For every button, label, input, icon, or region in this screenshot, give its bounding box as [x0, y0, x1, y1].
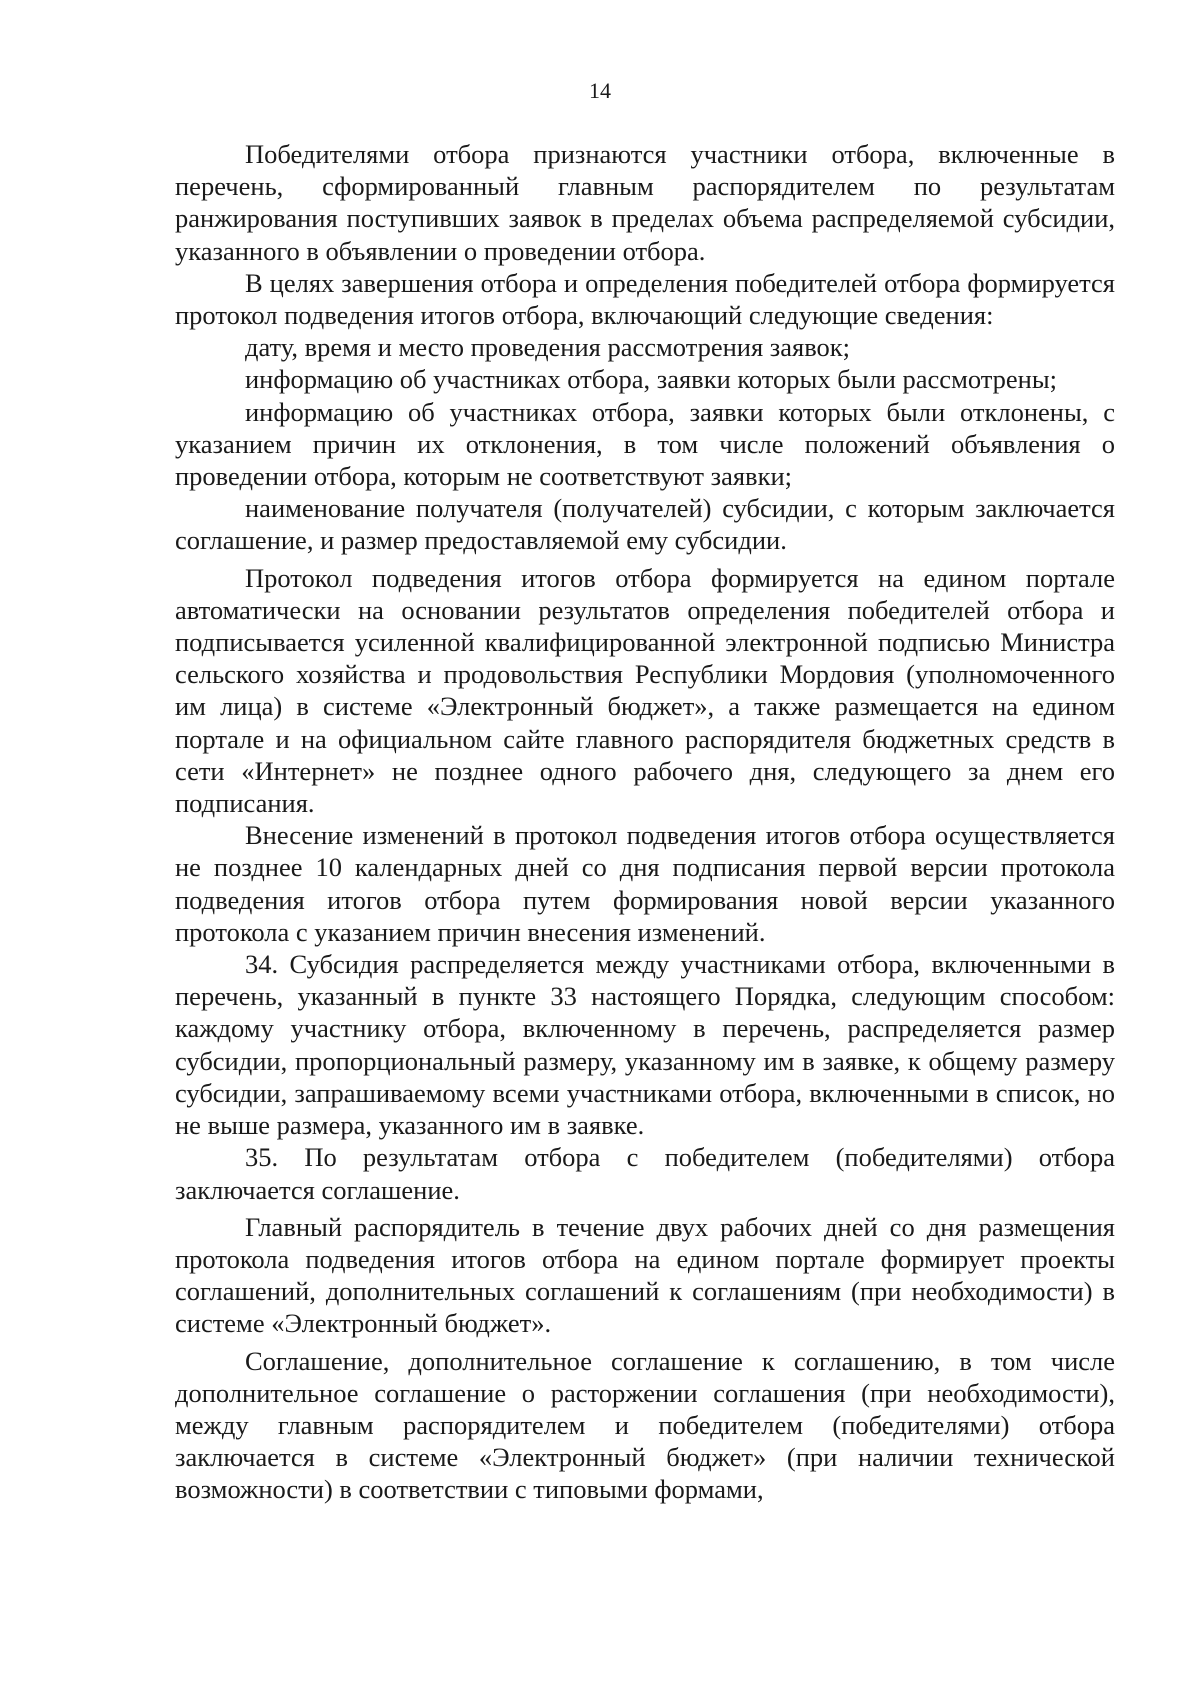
- paragraph-protocol-intro: В целях завершения отбора и определения победителей отбора формируется протокол подведения итогов отбора, включающий следующие сведения:: [175, 267, 1115, 331]
- paragraph-clause-34: 34. Субсидия распределяется между участниками отбора, включенными в перечень, указанный в пункте 33 настоящего Порядка, следующим способом: каждому участнику отбора, включенному в перечень, распределяется размер субсидии, пропорциональный размеру, указанному им в заявке, к общему размеру субсидии, запрашиваемому всеми участниками отбора, включенными в список, но не выше размера, указанного им в заявке.: [175, 949, 1115, 1141]
- paragraph-protocol-portal: Протокол подведения итогов отбора формируется на едином портале автоматически на основании результатов определения победителей отбора и подписывается усиленной квалифицированной электронной подписью Министра сельского хозяйства и продовольствия Республики Мордовия (уполномоченного им лица) в системе «Электронный бюджет», а также размещается на едином портале и на официальном сайте главного распорядителя бюджетных средств в сети «Интернет» не позднее одного рабочего дня, следующего за днем его подписания.: [175, 562, 1115, 819]
- page-number: 14: [589, 78, 611, 103]
- paragraph-protocol-changes: Внесение изменений в протокол подведения итогов отбора осуществляется не позднее 10 календарных дней со дня подписания первой версии протокола подведения итогов отбора путем формирования новой версии указанного протокола с указанием причин внесения изменений.: [175, 820, 1115, 947]
- paragraph-item-reviewed: информацию об участниках отбора, заявки которых были рассмотрены;: [245, 364, 1058, 395]
- paragraph-item-recipient: наименование получателя (получателей) субсидии, с которым заключается соглашение, и размер предоставляемой ему субсидии.: [175, 493, 1115, 556]
- paragraph-winners: Победителями отбора признаются участники отбора, включенные в перечень, сформированный главным распорядителем по результатам ранжирования поступивших заявок в пределах объема распределяемой субсидии, указанного в объявлении о проведении отбора.: [175, 139, 1115, 266]
- paragraph-agreement-system: Соглашение, дополнительное соглашение к соглашению, в том числе дополнительное соглашение о расторжении соглашения (при необходимости), между главным распорядителем и победителем (победителями) отбора заключается в системе «Электронный бюджет» (при наличии технической возможности) в соответствии с типовыми формами,: [175, 1345, 1115, 1505]
- paragraph-item-date: дату, время и место проведения рассмотрения заявок;: [245, 332, 851, 363]
- paragraph-draft-agreements: Главный распорядитель в течение двух рабочих дней со дня размещения протокола подведения итогов отбора на едином портале формирует проекты соглашений, дополнительных соглашений к соглашениям (при необходимости) в системе «Электронный бюджет».: [175, 1211, 1115, 1339]
- paragraph-item-rejected: информацию об участниках отбора, заявки которых были отклонены, с указанием причин их отклонения, в том числе положений объявления о проведении отбора, которым не соответствуют заявки;: [175, 396, 1115, 492]
- paragraph-clause-35: 35. По результатам отбора с победителем (победителями) отбора заключается соглашение.: [175, 1142, 1115, 1205]
- document-body: [175, 138, 1115, 1506]
